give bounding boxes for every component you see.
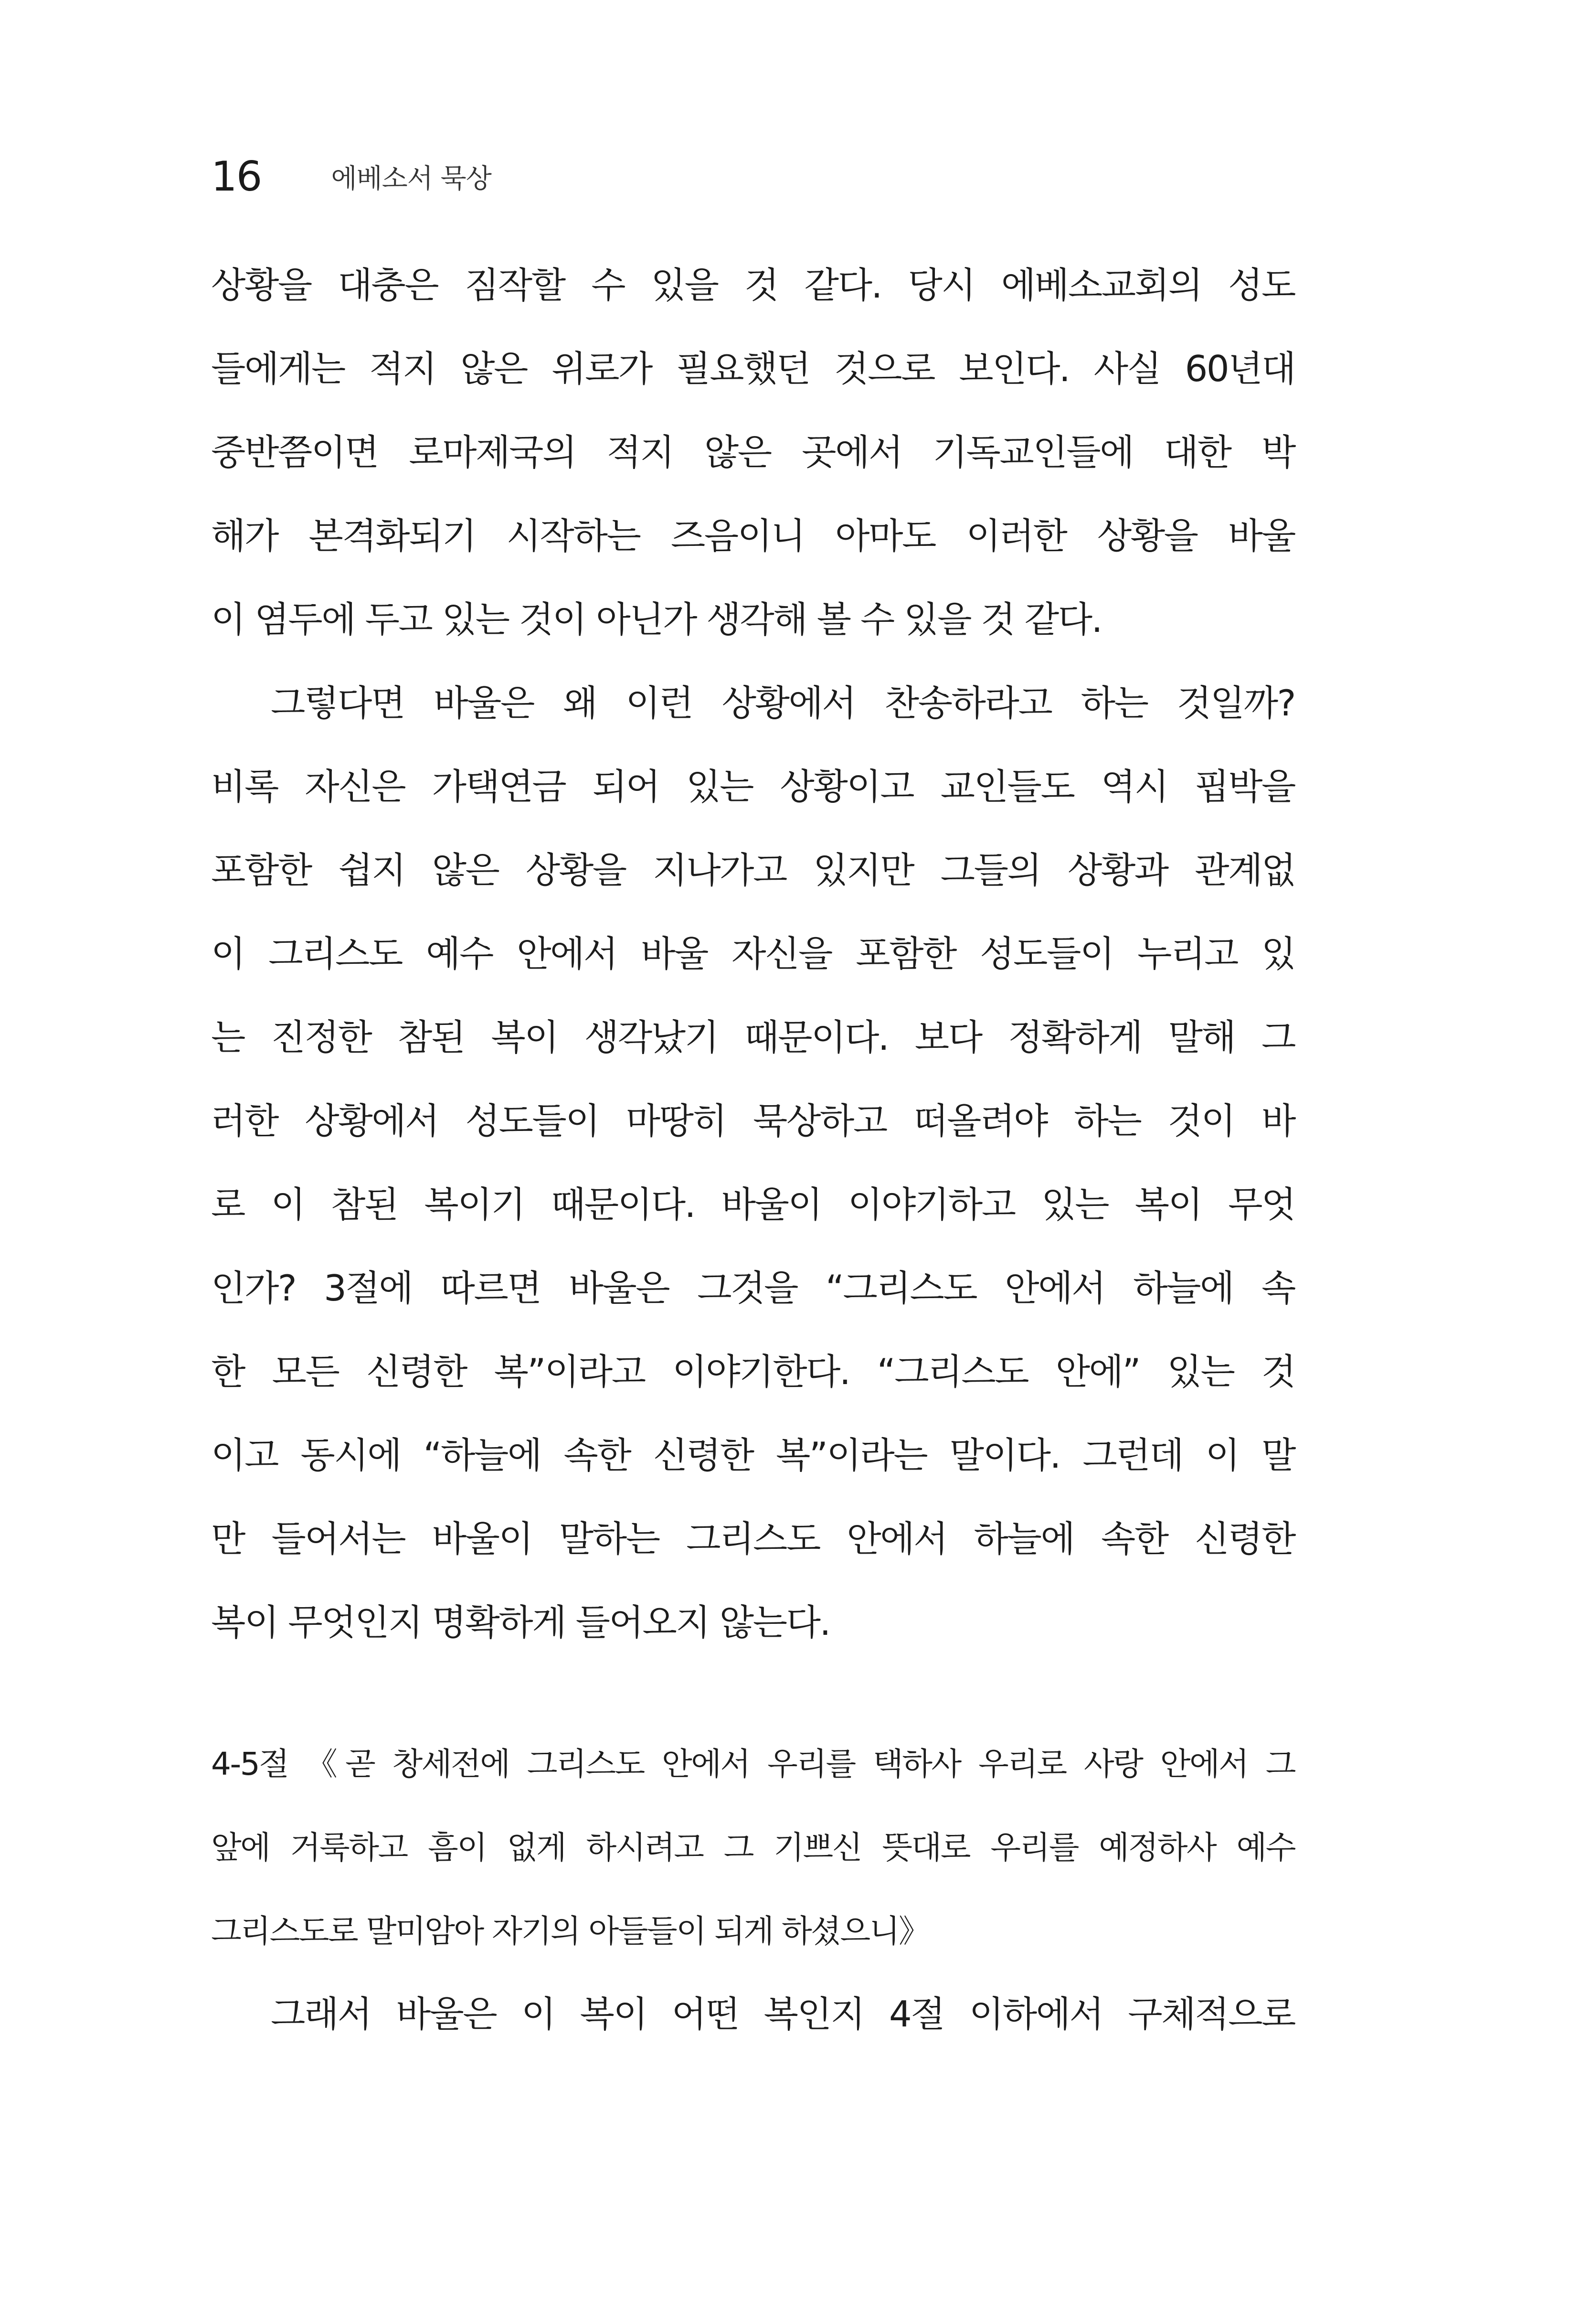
text-line: 이 그리스도 예수 안에서 바울 자신을 포함한 성도들이 누리고 있	[211, 933, 1295, 975]
text-line: 중반쯤이면 로마제국의 적지 않은 곳에서 기독교인들에 대한 박	[211, 431, 1295, 473]
text-line: 그렇다면 바울은 왜 이런 상황에서 찬송하라고 하는 것일까?	[271, 682, 1295, 724]
running-title: 에베소서 묵상	[331, 163, 491, 194]
paragraph	[211, 1972, 1295, 2056]
text-line: 포함한 쉽지 않은 상황을 지나가고 있지만 그들의 상황과 관계없	[211, 849, 1295, 891]
text-line: 그래서 바울은 이 복이 어떤 복인지 4절 이하에서 구체적으로	[271, 1993, 1295, 2035]
text-line: 이고 동시에 “하늘에 속한 신령한 복”이라는 말이다. 그런데 이 말	[211, 1434, 1295, 1476]
text-line: 만 들어서는 바울이 말하는 그리스도 안에서 하늘에 속한 신령한	[211, 1518, 1295, 1560]
scripture-line: 4-5절 《곧 창세전에 그리스도 안에서 우리를 택하사 우리로 사랑 안에서 그	[211, 1746, 1295, 1782]
text-line: 상황을 대충은 짐작할 수 있을 것 같다. 당시 에베소교회의 성도	[211, 264, 1295, 306]
text-line: 해가 본격화되기 시작하는 즈음이니 아마도 이러한 상황을 바울	[211, 515, 1295, 557]
text-line: 복이 무엇인지 명확하게 들어오지 않는다.	[211, 1601, 830, 1643]
scripture-quote	[211, 1722, 1295, 1973]
paragraph-continued	[211, 244, 1295, 661]
text-line: 로 이 참된 복이기 때문이다. 바울이 이야기하고 있는 복이 무엇	[211, 1183, 1295, 1226]
text-line: 비록 자신은 가택연금 되어 있는 상황이고 교인들도 역시 핍박을	[211, 766, 1295, 808]
text-line: 이 염두에 두고 있는 것이 아닌가 생각해 볼 수 있을 것 같다.	[211, 598, 1102, 640]
paragraph	[211, 661, 1295, 1664]
text-line: 인가? 3절에 따르면 바울은 그것을 “그리스도 안에서 하늘에 속	[211, 1267, 1295, 1309]
scripture-line: 앞에 거룩하고 흠이 없게 하시려고 그 기쁘신 뜻대로 우리를 예정하사 예수	[211, 1829, 1295, 1866]
text-line: 는 진정한 참된 복이 생각났기 때문이다. 보다 정확하게 말해 그	[211, 1016, 1295, 1058]
text-line: 러한 상황에서 성도들이 마땅히 묵상하고 떠올려야 하는 것이 바	[211, 1100, 1295, 1142]
scripture-line: 그리스도로 말미암아 자기의 아들들이 되게 하셨으니》	[211, 1913, 929, 1950]
page-number: 16	[211, 153, 262, 201]
page-header	[211, 143, 491, 210]
text-line: 들에게는 적지 않은 위로가 필요했던 것으로 보인다. 사실 60년대	[211, 348, 1295, 390]
text-line: 한 모든 신령한 복”이라고 이야기한다. “그리스도 안에” 있는 것	[211, 1351, 1295, 1393]
